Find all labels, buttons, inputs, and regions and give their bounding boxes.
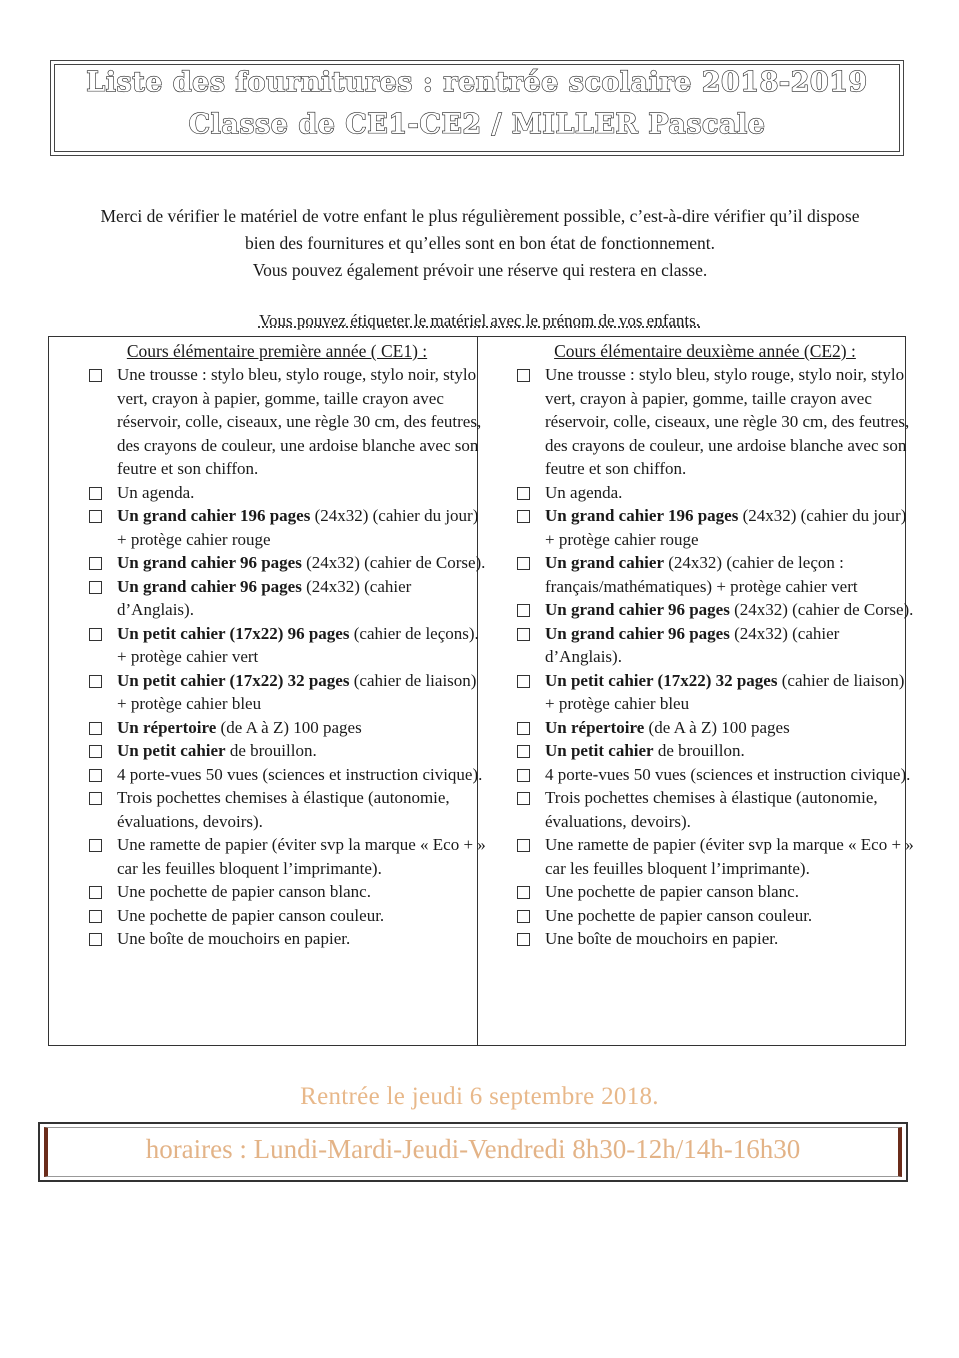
checkbox-icon: [517, 745, 530, 758]
item-text: (de A à Z) 100 pages: [644, 717, 790, 737]
checkbox-icon: [89, 628, 102, 641]
item-text: de brouillon.: [653, 741, 745, 760]
list-item: [515, 504, 915, 551]
checkbox-icon: [517, 886, 530, 899]
item-text: Une boîte de mouchoirs en papier.: [117, 929, 351, 948]
item-text: 4 porte-vues 50 vues (sciences et instruction civique).: [545, 764, 911, 784]
list-item: [87, 786, 487, 833]
checkbox-icon: [517, 769, 530, 782]
list-item: [515, 716, 915, 740]
ce2-title: Cours élémentaire deuxième année (CE2) :: [554, 341, 856, 361]
list-item: [515, 880, 915, 904]
list-item: [515, 481, 915, 505]
checkbox-icon: [89, 369, 102, 382]
item-text: Une pochette de papier canson couleur.: [545, 905, 813, 925]
list-item: [87, 763, 487, 787]
supplies-table: [48, 336, 914, 1046]
item-text: Une pochette de papier canson blanc.: [545, 882, 799, 901]
intro-line-1: Merci de vérifier le matériel de votre enfant le plus régulièrement possible, c’est-à-dire vérifier qu’il dispose: [100, 206, 860, 226]
item-bold-text: Un répertoire: [117, 717, 217, 737]
list-item: [87, 669, 487, 716]
list-item: [515, 786, 915, 833]
label-note-text: Vous pouvez étiqueter le matériel avec le prénom de vos enfants.: [258, 311, 701, 330]
list-item: [515, 622, 915, 669]
item-text: (cahier de liaison) + protège cahier bleu: [545, 670, 905, 713]
checkbox-icon: [89, 839, 102, 852]
list-item: [515, 598, 915, 622]
item-bold-text: Un grand cahier 196 pages: [545, 506, 739, 525]
item-text: Une trousse : stylo bleu, stylo rouge, stylo noir, stylo vert, crayon à papier, gomme, taille crayon avec réservoir, colle, ciseaux, une règle 30 cm, des feutres, des crayons de couleur, une ardoise blanche avec son feutre et son chiffon.: [117, 365, 482, 478]
item-text: (24x32) (cahier d’Anglais).: [545, 623, 840, 666]
ce1-list: [87, 363, 487, 951]
item-text: (24x32) (cahier de leçon : français/mathématiques) + protège cahier vert: [545, 553, 858, 596]
checkbox-icon: [517, 487, 530, 500]
item-bold-text: Un grand cahier 96 pages: [117, 576, 302, 596]
ce1-title: Cours élémentaire première année ( CE1) :: [126, 341, 428, 361]
title-box: [50, 60, 904, 156]
item-bold-text: Un grand cahier 196 pages: [117, 506, 311, 525]
checkbox-icon: [517, 628, 530, 641]
horaires-text: horaires : Lundi-Mardi-Jeudi-Vendredi 8h30-12h/14h-16h30: [145, 1134, 801, 1164]
item-text: (cahier de leçons). + protège cahier vert: [117, 623, 479, 666]
ce2-column: [515, 339, 915, 951]
list-item: [87, 904, 487, 928]
item-text: (de A à Z) 100 pages: [216, 717, 362, 737]
list-item: [87, 481, 487, 505]
checkbox-icon: [89, 722, 102, 735]
list-item: [515, 833, 915, 880]
item-text: Une pochette de papier canson blanc.: [117, 882, 371, 901]
item-bold-text: Un petit cahier: [545, 741, 654, 760]
item-bold-text: Un grand cahier: [545, 553, 664, 572]
item-text: (cahier de liaison) + protège cahier bleu: [117, 670, 477, 713]
rentree-date: Rentrée le jeudi 6 septembre 2018.: [300, 1083, 659, 1110]
list-item: [515, 763, 915, 787]
item-text: (24x32) (cahier du jour) + protège cahier rouge: [545, 506, 907, 549]
list-item: [87, 927, 487, 951]
item-text: Une trousse : stylo bleu, stylo rouge, stylo noir, stylo vert, crayon à papier, gomme, taille crayon avec réservoir, colle, ciseaux, une règle 30 cm, des feutres, des crayons de couleur, une ardoise blanche avec son feutre et son chiffon.: [545, 365, 910, 478]
checkbox-icon: [89, 933, 102, 946]
class-subtitle: Classe de CE1-CE2 / MILLER Pascale: [188, 109, 766, 140]
ce2-list: [515, 363, 915, 951]
checkbox-icon: [89, 886, 102, 899]
item-text: Un agenda.: [545, 482, 623, 502]
list-item: [87, 716, 487, 740]
item-text: Une ramette de papier (éviter svp la marque « Eco + » car les feuilles bloquent l’imprimante).: [545, 835, 914, 878]
list-item: [87, 363, 487, 481]
checkbox-icon: [89, 581, 102, 594]
checkbox-icon: [517, 792, 530, 805]
checkbox-icon: [89, 557, 102, 570]
list-item: [515, 739, 915, 763]
list-item: [87, 880, 487, 904]
intro-line-3: Vous pouvez également prévoir une réserve qui restera en classe.: [252, 260, 708, 280]
checkbox-icon: [89, 745, 102, 758]
item-text: Trois pochettes chemises à élastique (autonomie, évaluations, devoirs).: [545, 788, 878, 831]
list-item: [515, 363, 915, 481]
list-item: [515, 551, 915, 598]
intro-paragraph: [60, 203, 900, 284]
checkbox-icon: [517, 722, 530, 735]
item-text: 4 porte-vues 50 vues (sciences et instruction civique).: [117, 764, 483, 784]
list-item: [87, 551, 487, 575]
list-item: [87, 504, 487, 551]
item-text: (24x32) (cahier de Corse).: [301, 553, 486, 572]
item-bold-text: Un grand cahier 96 pages: [545, 600, 730, 619]
list-item: [515, 904, 915, 928]
item-text: (24x32) (cahier de Corse).: [729, 600, 914, 619]
checkbox-icon: [517, 675, 530, 688]
checkbox-icon: [89, 769, 102, 782]
checkbox-icon: [517, 369, 530, 382]
list-item: [87, 833, 487, 880]
item-text: Une ramette de papier (éviter svp la marque « Eco + » car les feuilles bloquent l’imprimante).: [117, 835, 486, 878]
checkbox-icon: [517, 910, 530, 923]
item-text: Trois pochettes chemises à élastique (autonomie, évaluations, devoirs).: [117, 788, 450, 831]
checkbox-icon: [517, 604, 530, 617]
checkbox-icon: [89, 910, 102, 923]
checkbox-icon: [89, 487, 102, 500]
item-text: Un agenda.: [117, 482, 195, 502]
item-bold-text: Un répertoire: [545, 717, 645, 737]
item-text: de brouillon.: [225, 741, 317, 760]
item-text: (24x32) (cahier du jour) + protège cahier rouge: [117, 506, 479, 549]
horaires-box: [38, 1122, 908, 1182]
item-bold-text: Un petit cahier: [117, 741, 226, 760]
item-text: Une boîte de mouchoirs en papier.: [545, 929, 779, 948]
list-item: [87, 575, 487, 622]
ce1-column: [87, 339, 487, 951]
item-bold-text: Un grand cahier 96 pages: [117, 553, 302, 572]
checkbox-icon: [89, 675, 102, 688]
item-bold-text: Un petit cahier (17x22) 96 pages: [117, 623, 350, 643]
list-item: [515, 927, 915, 951]
item-text: (24x32) (cahier d’Anglais).: [117, 576, 412, 619]
checkbox-icon: [517, 557, 530, 570]
checkbox-icon: [517, 510, 530, 523]
item-bold-text: Un petit cahier (17x22) 32 pages: [117, 670, 350, 690]
checkbox-icon: [517, 933, 530, 946]
list-item: [87, 739, 487, 763]
item-text: Une pochette de papier canson couleur.: [117, 905, 385, 925]
item-bold-text: Un petit cahier (17x22) 32 pages: [545, 670, 778, 690]
intro-line-2: bien des fournitures et qu’elles sont en bon état de fonctionnement.: [245, 233, 715, 253]
list-item: [515, 669, 915, 716]
checkbox-icon: [517, 839, 530, 852]
checkbox-icon: [89, 510, 102, 523]
checkbox-icon: [89, 792, 102, 805]
page-title: Liste des fournitures : rentrée scolaire 2018-2019: [86, 67, 868, 98]
list-item: [87, 622, 487, 669]
label-note: [0, 311, 959, 331]
item-bold-text: Un grand cahier 96 pages: [545, 623, 730, 643]
